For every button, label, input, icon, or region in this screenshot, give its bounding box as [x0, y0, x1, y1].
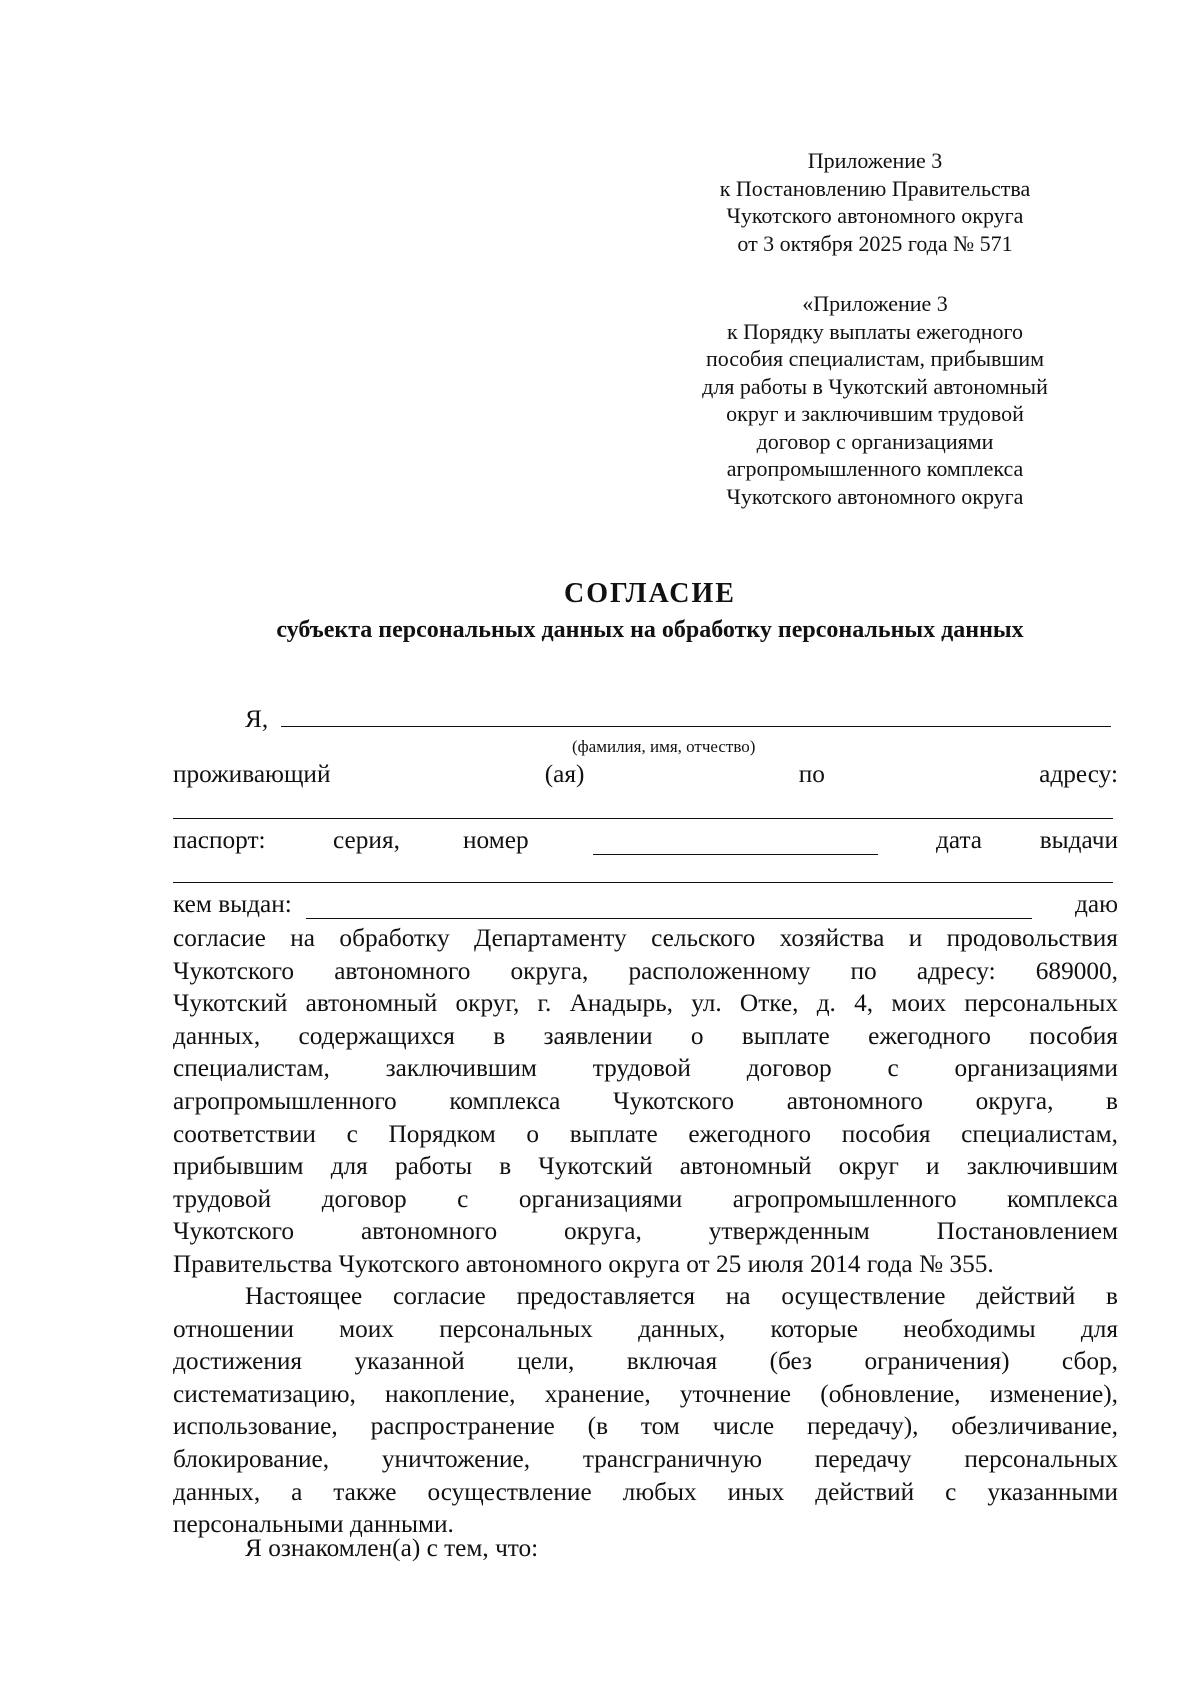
- text-line: [173, 1052, 1118, 1085]
- word: уничтожение,: [381, 1444, 531, 1473]
- word: пособия: [841, 1119, 931, 1148]
- word: действий: [976, 1282, 1076, 1310]
- word: указанными: [987, 1477, 1118, 1506]
- fio-row: [245, 702, 1115, 734]
- word: персональных: [964, 989, 1118, 1018]
- residing-word: (ая): [544, 760, 585, 788]
- word: округа,: [564, 1217, 642, 1246]
- word: трудовой: [592, 1054, 691, 1083]
- word: Постановлением: [936, 1217, 1118, 1246]
- text-line: [173, 1085, 1118, 1118]
- word: распространение: [370, 1412, 555, 1441]
- word: числе: [712, 1412, 775, 1441]
- word: осуществление: [427, 1477, 592, 1506]
- passport-row: [173, 826, 1118, 855]
- word: Департаменту: [474, 924, 627, 952]
- word: о: [526, 1119, 540, 1148]
- word: Чукотского: [173, 956, 295, 985]
- word: действий: [815, 1477, 915, 1506]
- word: расположенному: [628, 956, 811, 985]
- word: ограничения): [864, 1347, 1010, 1376]
- word: в: [499, 1152, 512, 1181]
- word: хозяйства: [779, 924, 885, 952]
- word: (обновление,: [820, 1379, 961, 1408]
- word: Чукотского: [613, 1086, 735, 1115]
- word: заявлении: [543, 1021, 653, 1050]
- word: пособия: [1029, 1021, 1118, 1050]
- word: в: [1106, 1086, 1118, 1115]
- document-title: СОГЛАСИЕ: [564, 578, 736, 609]
- word: о: [690, 1021, 704, 1050]
- give-word: даю: [1075, 890, 1118, 918]
- word: округа,: [975, 1086, 1054, 1115]
- word: выплате: [569, 1119, 658, 1148]
- word: сельского: [651, 924, 756, 952]
- word: агропромышленного: [732, 1184, 957, 1213]
- word: 689000,: [1035, 956, 1118, 985]
- text-line: [173, 987, 1118, 1020]
- word: по: [850, 956, 877, 985]
- word: округа,: [510, 956, 589, 985]
- residing-word: адресу:: [1039, 760, 1118, 788]
- text-line: [173, 1150, 1118, 1183]
- word: адресу:: [916, 956, 996, 985]
- issued-by-label: кем выдан:: [173, 890, 292, 918]
- word: обезличивание,: [951, 1412, 1118, 1441]
- word: персональных: [439, 1314, 593, 1343]
- word: данных,: [173, 1021, 261, 1050]
- text-line: [173, 1378, 1118, 1411]
- text-line: [173, 922, 1118, 955]
- word: выплате: [741, 1021, 830, 1050]
- word: округ: [838, 1152, 899, 1181]
- word: уточнение: [679, 1379, 792, 1408]
- issue-label: выдачи: [1039, 826, 1118, 854]
- word: (в: [587, 1412, 609, 1441]
- word: персональных: [964, 1444, 1118, 1473]
- annex-subheader: [660, 290, 1090, 510]
- word: прибывшим: [173, 1152, 304, 1181]
- word: специалистам,: [961, 1119, 1118, 1148]
- annex-line: округ и заключившим трудовой: [726, 401, 1024, 426]
- passport-label: паспорт:: [173, 826, 266, 854]
- text-line: [173, 1183, 1118, 1216]
- word: работы: [394, 1152, 473, 1181]
- word: комплекса: [1006, 1184, 1118, 1213]
- word: указанной: [354, 1347, 465, 1376]
- text-line: [173, 1280, 1118, 1313]
- residing-word: проживающий: [173, 760, 331, 788]
- text-line: [173, 1443, 1118, 1476]
- word: округ,: [455, 989, 520, 1018]
- text-line: [173, 1313, 1118, 1346]
- word: ул.: [691, 989, 722, 1018]
- word: отношении: [173, 1314, 294, 1343]
- word: продовольствия: [946, 924, 1118, 952]
- text-line-last: Правительства Чукотского автономного округа от 25 июля 2014 года № 355.: [173, 1249, 994, 1278]
- word: автономного: [786, 1086, 923, 1115]
- word: также: [333, 1477, 397, 1506]
- annex-header: [660, 147, 1090, 257]
- word: накопление,: [385, 1379, 516, 1408]
- word: содержащихся: [298, 1021, 455, 1050]
- word: использование,: [173, 1412, 338, 1441]
- word: передачу: [814, 1444, 912, 1473]
- text-line: [173, 1476, 1118, 1509]
- date-label: дата: [936, 826, 983, 854]
- word: для: [1080, 1314, 1118, 1343]
- residing-row: [173, 760, 1118, 789]
- scope-paragraph: [173, 1280, 1118, 1541]
- acknowledged-line: Я ознакомлен(а) с тем, что:: [245, 1534, 539, 1562]
- address-field[interactable]: [173, 818, 1113, 819]
- word: хранение,: [544, 1379, 651, 1408]
- word: систематизацию,: [173, 1379, 356, 1408]
- annex-line: для работы в Чукотский автономный: [702, 373, 1048, 399]
- word: Отке,: [739, 989, 799, 1018]
- residing-word: по: [798, 760, 825, 788]
- word: ежегодного: [688, 1119, 812, 1148]
- annex-line: Приложение 3: [807, 148, 943, 173]
- issue-date-field[interactable]: [173, 882, 1113, 883]
- word: заключившим: [385, 1054, 537, 1083]
- word: автономного: [360, 1217, 498, 1246]
- word: комплекса: [449, 1086, 561, 1115]
- annex-line: пособия специалистам, прибывшим: [705, 346, 1045, 371]
- issued-by-row: [173, 890, 1118, 919]
- i-label: Я,: [245, 705, 269, 733]
- annex-line: агропромышленного комплекса: [726, 456, 1024, 481]
- word: специалистам,: [173, 1054, 330, 1083]
- fio-field[interactable]: [281, 702, 1111, 727]
- annex-line: «Приложение 3: [802, 291, 948, 316]
- word: включая: [626, 1347, 718, 1376]
- annex-line: Чукотского автономного округа: [726, 203, 1024, 228]
- document-subtitle: субъекта персональных данных на обработку персональных данных: [276, 617, 1024, 643]
- word: трудовой: [173, 1184, 272, 1213]
- word: том: [640, 1412, 680, 1441]
- word: организациями: [518, 1184, 683, 1213]
- number-label: номер: [463, 826, 529, 854]
- word: на: [725, 1282, 751, 1310]
- word: соответствии: [173, 1119, 316, 1148]
- word: с: [887, 1054, 899, 1083]
- word: Чукотский: [538, 1152, 653, 1181]
- word: Анадырь,: [569, 989, 673, 1018]
- word: цели,: [517, 1347, 575, 1376]
- text-line: [173, 1215, 1118, 1248]
- word: г.: [537, 989, 552, 1018]
- word: договор: [321, 1184, 407, 1213]
- word: в: [493, 1021, 506, 1050]
- word: согласие: [392, 1282, 486, 1310]
- word: моих: [891, 989, 947, 1018]
- series-label: серия,: [333, 826, 400, 854]
- text-line: [173, 1410, 1118, 1443]
- word: д.: [816, 989, 836, 1018]
- issued-by-field[interactable]: [306, 894, 1032, 919]
- word: моих: [339, 1314, 394, 1343]
- word: с: [945, 1477, 957, 1506]
- text-line-last: персональными данными.: [173, 1510, 454, 1539]
- word: договор: [746, 1054, 832, 1083]
- word: Чукотского: [173, 1217, 295, 1246]
- word: автономного: [334, 956, 471, 985]
- consent-paragraph: [173, 922, 1118, 1281]
- word: с: [346, 1119, 358, 1148]
- word: на: [290, 924, 316, 952]
- word: достижения: [173, 1347, 303, 1376]
- word: заключившим: [966, 1152, 1118, 1181]
- word: данных,: [173, 1477, 261, 1506]
- fio-caption: (фамилия, имя, отчество): [572, 737, 756, 756]
- word: и: [926, 1152, 940, 1181]
- annex-line: Чукотского автономного округа: [726, 483, 1024, 509]
- annex-line: к Порядку выплаты ежегодного: [726, 318, 1023, 344]
- word: организациями: [954, 1054, 1118, 1083]
- word: ежегодного: [868, 1021, 991, 1050]
- word: передачу),: [806, 1412, 919, 1441]
- word: агропромышленного: [173, 1086, 397, 1115]
- word: автономный: [305, 989, 438, 1018]
- text-line: [173, 1345, 1118, 1378]
- word: (без: [769, 1347, 813, 1376]
- text-line: [173, 955, 1118, 988]
- word: с: [457, 1184, 469, 1213]
- word: сбор,: [1061, 1347, 1118, 1376]
- word: согласие: [173, 924, 266, 952]
- word: трансграничную: [582, 1444, 763, 1473]
- annex-line: от 3 октября 2025 года № 571: [737, 230, 1013, 256]
- annex-line: к Постановлению Правительства: [719, 175, 1031, 201]
- word: и: [908, 924, 923, 952]
- word: данных,: [638, 1314, 726, 1343]
- word: любых: [622, 1477, 697, 1506]
- word: иных: [727, 1477, 785, 1506]
- word: необходимы: [903, 1314, 1036, 1343]
- word: 4,: [854, 989, 874, 1018]
- word: блокирование,: [173, 1444, 330, 1473]
- text-line: [173, 1020, 1118, 1053]
- word: Порядком: [388, 1119, 496, 1148]
- word: а: [291, 1477, 303, 1506]
- word: утвержденным: [708, 1217, 870, 1246]
- word: Настоящее: [245, 1282, 363, 1310]
- word: осуществление: [781, 1282, 946, 1310]
- word: которые: [770, 1314, 859, 1343]
- word: предоставляется: [516, 1282, 695, 1310]
- word: обработку: [339, 924, 450, 952]
- passport-number-field[interactable]: [593, 830, 878, 855]
- annex-line: договор с организациями: [756, 428, 994, 454]
- text-line: [173, 1118, 1118, 1151]
- word: автономный: [679, 1152, 812, 1181]
- word: для: [330, 1152, 368, 1181]
- word: Чукотский: [173, 989, 288, 1018]
- word: изменение),: [989, 1379, 1118, 1408]
- word: в: [1106, 1282, 1118, 1310]
